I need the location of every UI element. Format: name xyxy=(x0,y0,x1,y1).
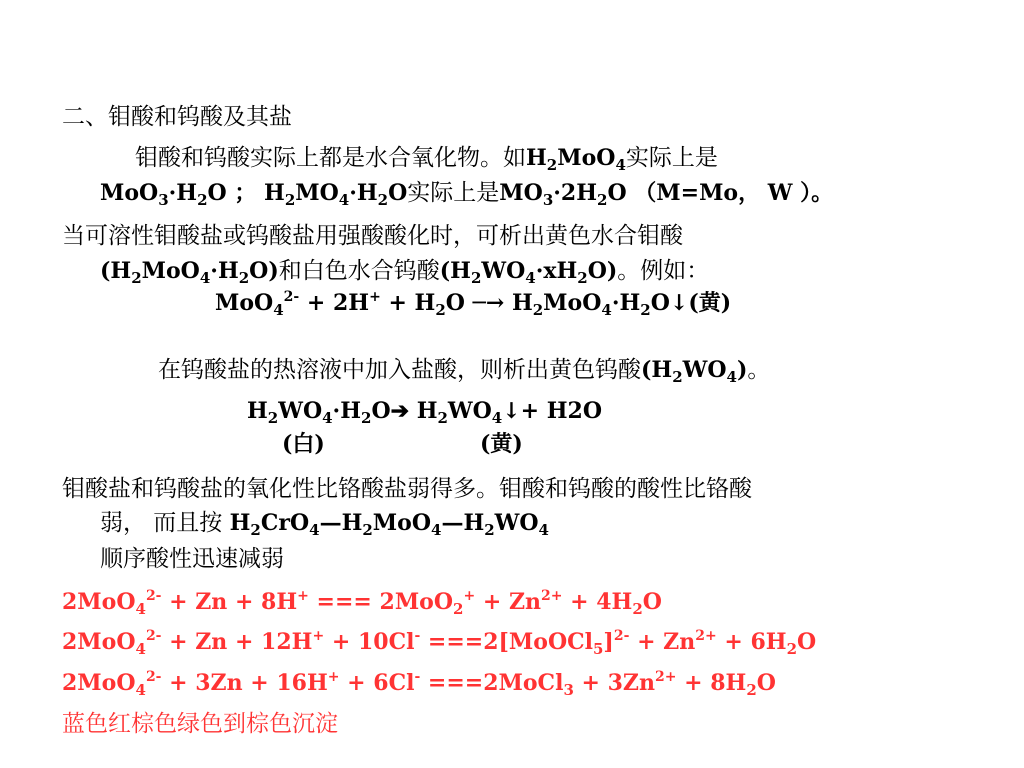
paragraph-line-1: 钼酸和钨酸实际上都是水合氧化物。如$H_2MoO_4$实际上是 xyxy=(135,145,718,174)
heading: 二、钼酸和钨酸及其盐 xyxy=(62,104,292,130)
label-yellow: (黄) xyxy=(480,431,523,457)
paragraph-line-5: 在钨酸盐的热溶液中加入盐酸，则析出黄色钨酸$(H_2WO_4)$。 xyxy=(158,357,771,386)
paragraph-line-6: 钼酸盐和钨酸盐的氧化性比铬酸盐弱得多。钼酸和钨酸的酸性比铬酸 xyxy=(62,476,752,502)
equation-red-1: 2MoO$_4^{2-}$ + Zn + 8H+ === $2MoO_2^+ + Zn^{2+} + 4H_2O$ xyxy=(62,588,662,618)
precipitate-note: 蓝色红棕色绿色到棕色沉淀 xyxy=(62,711,338,737)
label-white: (白) xyxy=(282,431,325,457)
equation-red-3: 2MoO$_4^{2-}$ + 3Zn + 16H+ + 6Cl- ===2MoCl$_3$ + $3Zn^{2+} + 8H_2O$ xyxy=(62,669,776,699)
equation-2: $H_2WO_4\cdot H_2O➔$ $H_2WO_4↓+ H2O$ xyxy=(247,398,603,427)
equation-1: $MoO_4^{2-} + 2H^+ + H_2O$ ─→ $H_2MoO_4\cdot H_2O↓$(黄) xyxy=(215,289,732,319)
paragraph-line-2: $MoO_3\cdot H_2O$ ； $H_2MO_4\cdot H_2O$实际上是$MO_3\cdot 2H_2O$ （M=Mo， W ）。 xyxy=(100,180,834,209)
equation-red-2: 2MoO$_4^{2-}$ + Zn + 12H+ + 10Cl- ===2[MoOCl$_5$]$^{2-}$ + $Zn^{2+} + 6H_2O$ xyxy=(62,628,817,658)
paragraph-line-4: $(H_2MoO_4\cdot H_2O)$和白色水合钨酸$(H_2WO_4\cdot xH_2O)$。例如： xyxy=(100,258,710,287)
paragraph-line-8: 顺序酸性迅速减弱 xyxy=(100,546,284,572)
paragraph-line-7: 弱， 而且按 $H_2CrO_4—H_2MoO_4—H_2WO_4$ xyxy=(100,510,549,539)
paragraph-line-3: 当可溶性钼酸盐或钨酸盐用强酸酸化时，可析出黄色水合钼酸 xyxy=(62,223,683,249)
